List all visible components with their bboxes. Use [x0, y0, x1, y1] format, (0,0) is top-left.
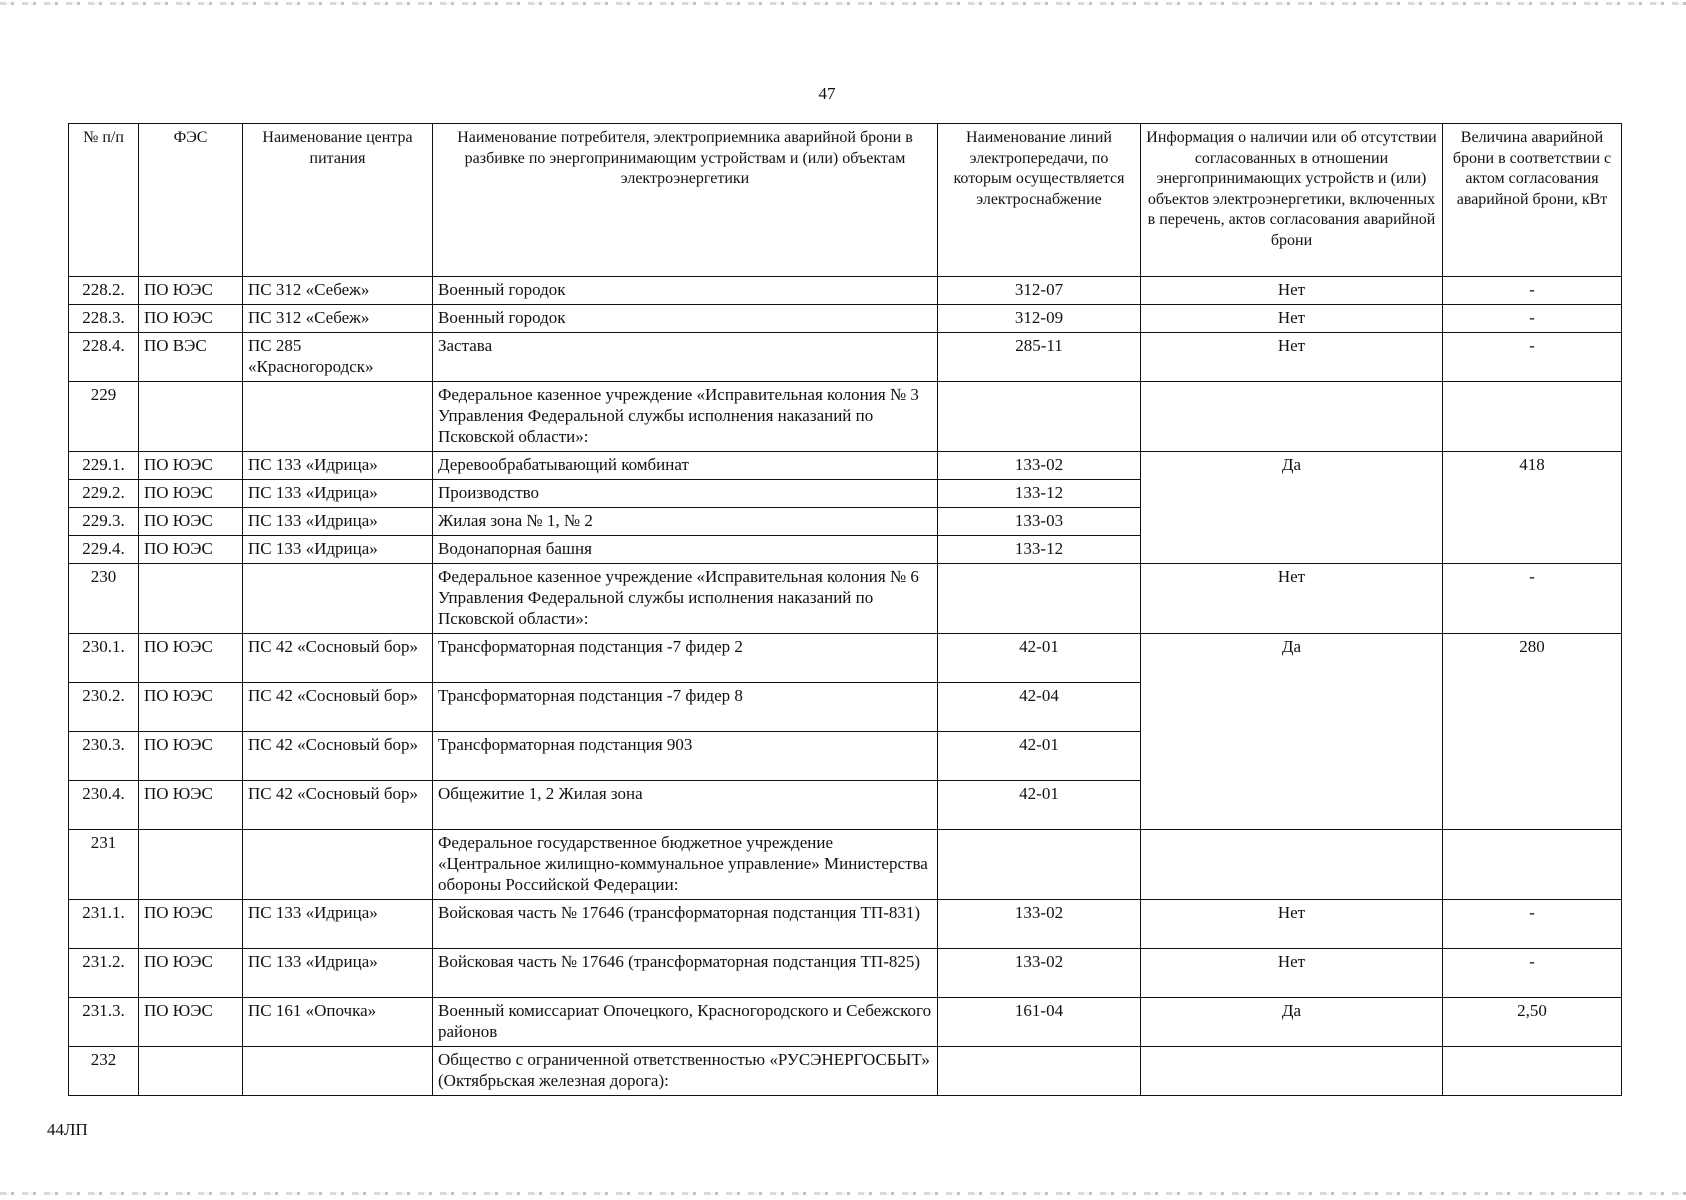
row-number: 230.4.: [69, 781, 139, 830]
reserve-value-cell: -: [1443, 900, 1622, 949]
fes-cell: [139, 830, 243, 900]
fes-cell: ПО ЮЭС: [139, 949, 243, 998]
power-center-cell: ПС 161 «Опочка»: [243, 998, 433, 1047]
consumer-cell: Войсковая часть № 17646 (трансформаторная подстанция ТП-825): [433, 949, 938, 998]
power-line-cell: [938, 1047, 1141, 1096]
approval-info-cell: Да: [1141, 998, 1443, 1047]
power-center-cell: ПС 133 «Идрица»: [243, 480, 433, 508]
consumer-cell: Трансформаторная подстанция -7 фидер 2: [433, 634, 938, 683]
approval-info-cell: Нет: [1141, 277, 1443, 305]
reserve-value-cell: [1443, 382, 1622, 452]
consumer-cell: Войсковая часть № 17646 (трансформаторная подстанция ТП-831): [433, 900, 938, 949]
power-center-cell: [243, 564, 433, 634]
row-number: 229.4.: [69, 536, 139, 564]
approval-info-cell: Нет: [1141, 333, 1443, 382]
row-number: 230.3.: [69, 732, 139, 781]
approval-info-cell: Да: [1141, 634, 1443, 830]
row-number: 229.2.: [69, 480, 139, 508]
emergency-reserve-table: [68, 123, 1622, 1096]
row-number: 231.3.: [69, 998, 139, 1047]
power-line-cell: 133-12: [938, 536, 1141, 564]
approval-info-cell: Нет: [1141, 305, 1443, 333]
consumer-cell: Военный комиссариат Опочецкого, Красногородского и Себежского районов: [433, 998, 938, 1047]
scan-edge-bottom: [0, 1192, 1686, 1195]
header-fes: ФЭС: [139, 124, 243, 277]
consumer-cell: Военный городок: [433, 277, 938, 305]
fes-cell: ПО ЮЭС: [139, 305, 243, 333]
row-number: 230: [69, 564, 139, 634]
reserve-value-cell: 418: [1443, 452, 1622, 564]
power-center-cell: [243, 382, 433, 452]
power-line-cell: 133-02: [938, 949, 1141, 998]
power-line-cell: 133-02: [938, 452, 1141, 480]
consumer-cell: Производство: [433, 480, 938, 508]
fes-cell: ПО ЮЭС: [139, 277, 243, 305]
row-number: 228.3.: [69, 305, 139, 333]
header-reserve-value: Величина аварийной брони в соответствии с актом согласования аварийной брони, кВт: [1443, 124, 1622, 277]
power-line-cell: [938, 564, 1141, 634]
row-number: 228.2.: [69, 277, 139, 305]
page-number: 47: [818, 84, 836, 103]
power-center-cell: ПС 133 «Идрица»: [243, 949, 433, 998]
fes-cell: [139, 564, 243, 634]
consumer-cell: Жилая зона № 1, № 2: [433, 508, 938, 536]
consumer-cell: Общежитие 1, 2 Жилая зона: [433, 781, 938, 830]
consumer-cell: Трансформаторная подстанция -7 фидер 8: [433, 683, 938, 732]
power-line-cell: 42-04: [938, 683, 1141, 732]
row-number: 230.1.: [69, 634, 139, 683]
row-number: 230.2.: [69, 683, 139, 732]
power-center-cell: ПС 312 «Себеж»: [243, 305, 433, 333]
row-number: 229.3.: [69, 508, 139, 536]
table-row: [69, 634, 1622, 683]
consumer-cell: Деревообрабатывающий комбинат: [433, 452, 938, 480]
fes-cell: ПО ЮЭС: [139, 900, 243, 949]
fes-cell: ПО ЮЭС: [139, 781, 243, 830]
approval-info-cell: Да: [1141, 452, 1443, 564]
table-header-row: [69, 124, 1622, 277]
table-row: [69, 333, 1622, 382]
power-center-cell: [243, 830, 433, 900]
row-number: 229.1.: [69, 452, 139, 480]
row-number: 231: [69, 830, 139, 900]
table-group-row: [69, 564, 1622, 634]
power-center-cell: ПС 285 «Красногородск»: [243, 333, 433, 382]
header-power-lines: Наименование линий электропередачи, по которым осуществляется электроснабжение: [938, 124, 1141, 277]
header-approval-info: Информация о наличии или об отсутствии согласованных в отношении энергопринимающих устройств и (или) объектов электроэнергетики, включенных в перечень, актов согласования аварийной брони: [1141, 124, 1443, 277]
consumer-cell: Федеральное казенное учреждение «Исправительная колония № 6 Управления Федеральной службы исполнения наказаний по Псковской области»:: [433, 564, 938, 634]
reserve-value-cell: -: [1443, 564, 1622, 634]
fes-cell: ПО ЮЭС: [139, 480, 243, 508]
power-line-cell: 312-09: [938, 305, 1141, 333]
fes-cell: [139, 1047, 243, 1096]
scan-edge-top: [0, 2, 1686, 5]
header-power-center: Наименование центра питания: [243, 124, 433, 277]
header-consumer: Наименование потребителя, электроприемника аварийной брони в разбивке по энергопринимающим устройствам и (или) объектам электроэнергетики: [433, 124, 938, 277]
power-line-cell: 42-01: [938, 781, 1141, 830]
consumer-cell: Федеральное казенное учреждение «Исправительная колония № 3 Управления Федеральной службы исполнения наказаний по Псковской области»:: [433, 382, 938, 452]
reserve-value-cell: -: [1443, 949, 1622, 998]
power-line-cell: 161-04: [938, 998, 1141, 1047]
fes-cell: ПО ЮЭС: [139, 508, 243, 536]
reserve-value-cell: -: [1443, 305, 1622, 333]
table-row: [69, 949, 1622, 998]
power-line-cell: 285-11: [938, 333, 1141, 382]
fes-cell: ПО ЮЭС: [139, 634, 243, 683]
reserve-value-cell: [1443, 830, 1622, 900]
power-line-cell: 312-07: [938, 277, 1141, 305]
fes-cell: ПО ЮЭС: [139, 732, 243, 781]
row-number: 229: [69, 382, 139, 452]
consumer-cell: Федеральное государственное бюджетное учреждение «Центральное жилищно-коммунальное управление» Министерства обороны Российской Федерации:: [433, 830, 938, 900]
power-center-cell: ПС 133 «Идрица»: [243, 900, 433, 949]
power-line-cell: 133-12: [938, 480, 1141, 508]
fes-cell: [139, 382, 243, 452]
power-line-cell: [938, 830, 1141, 900]
fes-cell: ПО ЮЭС: [139, 536, 243, 564]
fes-cell: ПО ВЭС: [139, 333, 243, 382]
row-number: 232: [69, 1047, 139, 1096]
approval-info-cell: Нет: [1141, 564, 1443, 634]
header-num: № п/п: [69, 124, 139, 277]
reserve-value-cell: 2,50: [1443, 998, 1622, 1047]
reserve-value-cell: [1443, 1047, 1622, 1096]
power-line-cell: [938, 382, 1141, 452]
fes-cell: ПО ЮЭС: [139, 683, 243, 732]
row-number: 231.2.: [69, 949, 139, 998]
reserve-value-cell: 280: [1443, 634, 1622, 830]
row-number: 231.1.: [69, 900, 139, 949]
power-center-cell: ПС 42 «Сосновый бор»: [243, 781, 433, 830]
row-number: 228.4.: [69, 333, 139, 382]
reserve-value-cell: -: [1443, 277, 1622, 305]
approval-info-cell: [1141, 830, 1443, 900]
power-center-cell: ПС 42 «Сосновый бор»: [243, 683, 433, 732]
document-code: 44ЛП: [47, 1120, 88, 1139]
table-group-row: [69, 1047, 1622, 1096]
table-row: [69, 305, 1622, 333]
power-center-cell: ПС 42 «Сосновый бор»: [243, 732, 433, 781]
power-line-cell: 133-02: [938, 900, 1141, 949]
consumer-cell: Военный городок: [433, 305, 938, 333]
consumer-cell: Общество с ограниченной ответственностью «РУСЭНЕРГОСБЫТ» (Октябрьская железная дорога):: [433, 1047, 938, 1096]
table-row: [69, 277, 1622, 305]
consumer-cell: Застава: [433, 333, 938, 382]
power-center-cell: [243, 1047, 433, 1096]
table-row: [69, 452, 1622, 480]
table-group-row: [69, 830, 1622, 900]
approval-info-cell: Нет: [1141, 949, 1443, 998]
power-center-cell: ПС 133 «Идрица»: [243, 536, 433, 564]
table-group-row: [69, 382, 1622, 452]
power-center-cell: ПС 312 «Себеж»: [243, 277, 433, 305]
consumer-cell: Водонапорная башня: [433, 536, 938, 564]
fes-cell: ПО ЮЭС: [139, 452, 243, 480]
power-center-cell: ПС 133 «Идрица»: [243, 452, 433, 480]
approval-info-cell: [1141, 382, 1443, 452]
approval-info-cell: [1141, 1047, 1443, 1096]
power-center-cell: ПС 133 «Идрица»: [243, 508, 433, 536]
table-row: [69, 900, 1622, 949]
power-line-cell: 42-01: [938, 732, 1141, 781]
fes-cell: ПО ЮЭС: [139, 998, 243, 1047]
power-line-cell: 42-01: [938, 634, 1141, 683]
consumer-cell: Трансформаторная подстанция 903: [433, 732, 938, 781]
reserve-value-cell: -: [1443, 333, 1622, 382]
table-row: [69, 998, 1622, 1047]
power-center-cell: ПС 42 «Сосновый бор»: [243, 634, 433, 683]
power-line-cell: 133-03: [938, 508, 1141, 536]
approval-info-cell: Нет: [1141, 900, 1443, 949]
